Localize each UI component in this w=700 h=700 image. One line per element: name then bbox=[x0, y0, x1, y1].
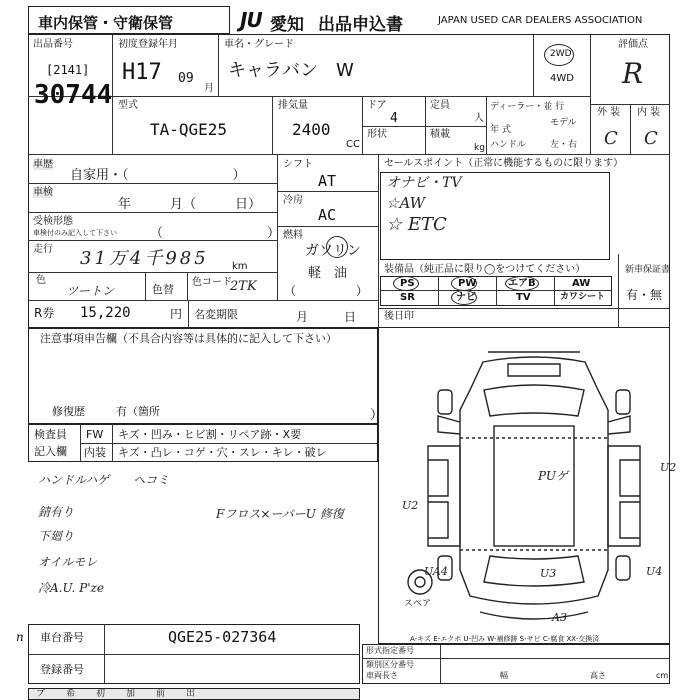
acceptance-label: 受検形態 bbox=[33, 216, 73, 227]
recycle-value: 15,220 bbox=[80, 305, 131, 321]
sales-point-3: ☆ ETC bbox=[386, 214, 447, 235]
specs-width: 幅 bbox=[500, 671, 508, 680]
acceptance-paren: （ ） bbox=[150, 226, 281, 241]
chassis-value: QGE25-027364 bbox=[168, 628, 277, 646]
registration-month-unit: 月 bbox=[204, 83, 214, 94]
diagram-legend: A-キズ E-エクボ U-凹み W-補修跡 S-サビ C-腐食 XX-交換済 bbox=[410, 635, 600, 643]
exterior-grade: C bbox=[604, 128, 618, 149]
model-type-label: 型式 bbox=[118, 100, 138, 111]
inspection-label: 車検 bbox=[33, 187, 53, 198]
sales-points-label: セールスポイント（正常に機能するものに限ります） bbox=[384, 158, 624, 169]
equip-pw: PW bbox=[458, 278, 477, 289]
registration-month: 09 bbox=[178, 71, 194, 86]
fuel-selected-circle bbox=[326, 236, 348, 258]
dealer-handle: ハンドル bbox=[490, 140, 527, 150]
specs-unit: cm bbox=[656, 671, 669, 680]
specs-length: 車両長さ bbox=[366, 671, 398, 680]
registration-year: H17 bbox=[122, 60, 162, 85]
mileage-label: 走行 bbox=[33, 244, 53, 255]
acceptance-note: 車検付のみ記入して下さい bbox=[33, 229, 117, 237]
checker-ext-items: キズ・凹み・ヒビ割・リペア跡・X要 bbox=[118, 428, 302, 441]
inspector-note-right: Fフロス×ーバーU 修復 bbox=[216, 507, 344, 521]
drive-4wd: 4WD bbox=[550, 73, 574, 84]
storage-note: 車内保管・守衛保管 bbox=[38, 14, 174, 32]
shift-value: AT bbox=[318, 172, 337, 190]
aircon-label: 冷房 bbox=[283, 195, 303, 206]
drive-2wd: 2WD bbox=[550, 49, 572, 59]
notes-label: 注意事項申告欄（不具合内容等は具体的に記入して下さい） bbox=[40, 332, 337, 345]
bottom-strip-item-4: 加 bbox=[126, 689, 136, 699]
fuel-paren: （ ） bbox=[284, 284, 369, 298]
repair-label: 修復歴 bbox=[52, 405, 85, 418]
name-change-value: 月 日 bbox=[296, 310, 357, 324]
displacement-value: 2400 bbox=[292, 120, 331, 139]
diagram-mark-right: U2 bbox=[660, 461, 677, 474]
inspector-note-2: 錆有り bbox=[38, 505, 75, 519]
sales-point-2: ☆AW bbox=[386, 194, 426, 212]
warranty-value: 有・無 bbox=[626, 288, 663, 302]
diagram-mark-front-right: U4 bbox=[646, 565, 663, 578]
displacement-unit: CC bbox=[346, 139, 360, 150]
diagram-mark-rear: U3 bbox=[540, 567, 557, 580]
form-label: 形状 bbox=[367, 129, 387, 140]
diagram-mark-front-left: UA4 bbox=[424, 565, 448, 578]
grade-label: 評価点 bbox=[618, 39, 648, 50]
inspector-note-4: オイルモレ bbox=[38, 555, 98, 569]
aircon-value: AC bbox=[318, 206, 337, 224]
dealer-year: 年 式 bbox=[490, 125, 511, 135]
recycle-label: R券 bbox=[34, 306, 55, 320]
fuel-label: 燃料 bbox=[283, 230, 303, 241]
interior-label: 内 装 bbox=[637, 107, 661, 118]
equip-navi: ナビ bbox=[456, 292, 476, 303]
inspection-value: 年 月（ 日） bbox=[118, 197, 262, 212]
specs-label-1: 形式指定番号 bbox=[366, 646, 414, 655]
inspector-note-1: ハンドルハゲ ヘコミ bbox=[38, 473, 170, 487]
equip-ps-circle bbox=[393, 276, 419, 291]
checker-int: 内装 bbox=[84, 446, 106, 459]
model-name: キャラバン W bbox=[228, 60, 354, 81]
bottom-strip-item-6: 出 bbox=[186, 689, 196, 699]
shift-label: シフト bbox=[283, 159, 313, 170]
color-repaint-label: 色替 bbox=[152, 283, 174, 296]
history-value: 自家用・（ ） bbox=[70, 168, 246, 183]
association-name: JAPAN USED CAR DEALERS ASSOCIATION bbox=[438, 15, 643, 26]
capacity-unit: 人 bbox=[474, 113, 484, 124]
capacity-label: 定員 bbox=[430, 100, 450, 111]
history-label: 車歴 bbox=[33, 159, 53, 170]
ju-logo: JU bbox=[240, 8, 262, 32]
equip-sr: SR bbox=[400, 292, 415, 303]
load-unit: kg bbox=[474, 143, 485, 153]
specs-label-2: 類別区分番号 bbox=[366, 660, 414, 669]
mileage-value: 31万4千985 bbox=[80, 248, 209, 269]
lot-sub-number: [2141] bbox=[46, 63, 90, 77]
displacement-label: 排気量 bbox=[278, 100, 308, 111]
form-title: 出品申込書 bbox=[318, 15, 403, 35]
equip-navi-circle bbox=[451, 290, 477, 305]
checker-label-2: 記入欄 bbox=[34, 445, 67, 458]
checker-int-items: キズ・凸レ・コゲ・穴・スレ・キレ・破レ bbox=[118, 446, 327, 459]
doors-label: ドア bbox=[367, 100, 387, 111]
chassis-label: 車台番号 bbox=[40, 631, 84, 644]
exterior-label: 外 装 bbox=[597, 107, 621, 118]
warranty-label: 新車保証書 bbox=[625, 265, 671, 275]
equip-airbag: エアB bbox=[508, 278, 536, 289]
color-value: ツートン bbox=[66, 284, 115, 298]
equip-airbag-circle bbox=[505, 276, 539, 291]
equip-aw: AW bbox=[572, 278, 591, 289]
specs-height: 高さ bbox=[590, 671, 606, 680]
fuel-gasoline: ガソリン bbox=[305, 243, 361, 259]
model-type-value: TA-QGE25 bbox=[150, 120, 228, 139]
name-change-label: 名変期限 bbox=[194, 308, 238, 321]
diagram-mark-body: PUゲ bbox=[538, 469, 568, 483]
region-title: 愛知 bbox=[270, 15, 304, 35]
interior-grade: C bbox=[644, 128, 658, 149]
inspector-note-5: 冷A.U. P'ze bbox=[38, 581, 104, 595]
grade-score: R bbox=[622, 57, 644, 90]
recycle-unit: 円 bbox=[170, 307, 183, 321]
bottom-strip-item-1: ブ bbox=[36, 689, 46, 699]
equip-pw-circle bbox=[451, 276, 477, 291]
doors-value: 4 bbox=[390, 111, 398, 126]
equip-tv: TV bbox=[516, 292, 531, 303]
registration-label: 初度登録年月 bbox=[118, 39, 178, 50]
bottom-strip-item-5: 前 bbox=[156, 689, 166, 699]
bottom-strip-item-3: 初 bbox=[96, 689, 106, 699]
dealer-handle-side: 左・右 bbox=[550, 140, 578, 150]
diagram-mark-left: U2 bbox=[402, 499, 419, 512]
lot-label: 出品番号 bbox=[33, 39, 73, 50]
registration-no-label: 登録番号 bbox=[40, 663, 84, 676]
equip-cloth-seat: カワシート bbox=[560, 292, 606, 302]
inspector-note-3: 下廻り bbox=[38, 529, 75, 543]
color-code-label: 色コード bbox=[192, 277, 232, 288]
fuel-diesel: 軽 油 bbox=[308, 266, 348, 281]
equip-ps: PS bbox=[400, 278, 415, 289]
bottom-strip-item-2: 希 bbox=[66, 689, 76, 699]
spare-label: スペア bbox=[404, 599, 432, 609]
dealer-model: モデル bbox=[550, 118, 577, 128]
model-label: 車名・グレード bbox=[224, 39, 294, 50]
color-code-value: 2TK bbox=[230, 279, 257, 294]
sales-point-1: オナビ・TV bbox=[386, 175, 462, 191]
equipment-label: 装備品（純正品に限り◯をつけてください） bbox=[384, 264, 586, 275]
right-frame bbox=[378, 328, 670, 644]
load-label: 積載 bbox=[430, 129, 450, 140]
lot-number: 30744 bbox=[34, 80, 113, 110]
color-label: 色 bbox=[36, 275, 46, 286]
checker-fw: FW bbox=[86, 428, 104, 441]
after-inspection-label: 後日印 bbox=[384, 311, 414, 322]
diagram-mark-front: A3 bbox=[552, 611, 567, 624]
dealer-line1: ディーラー・並 行 bbox=[490, 102, 565, 112]
checker-label: 検査員 bbox=[34, 428, 67, 441]
mileage-unit: km bbox=[232, 261, 248, 272]
repair-value: 有（箇所 bbox=[116, 405, 160, 418]
